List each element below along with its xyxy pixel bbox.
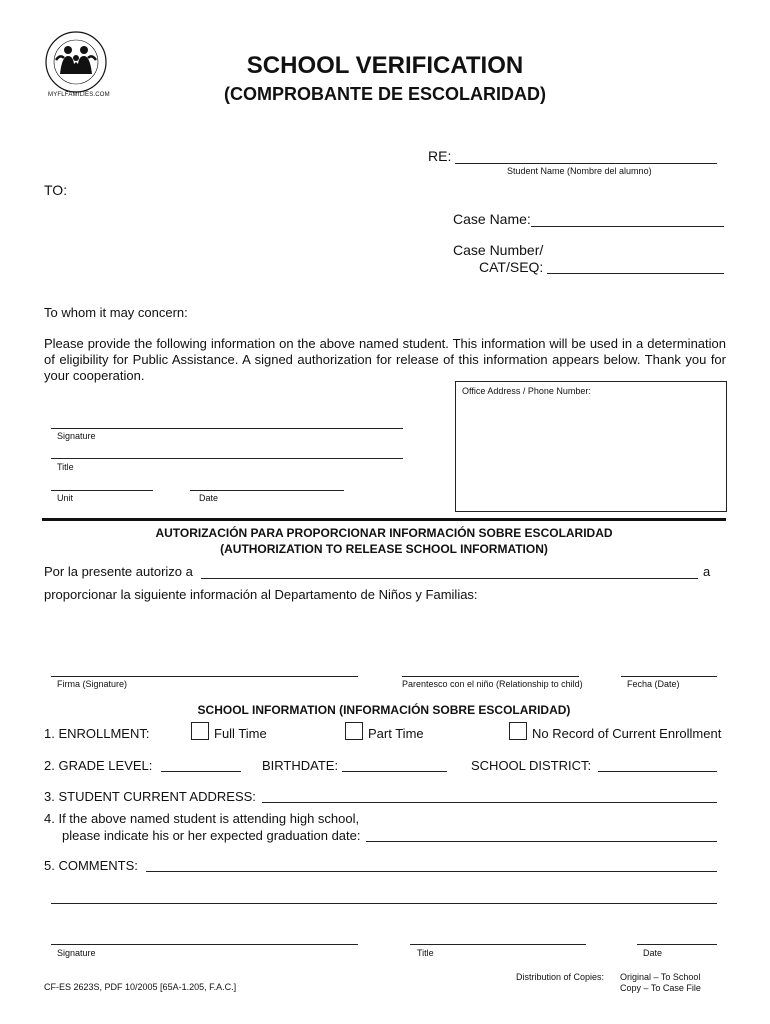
parentesco-line[interactable] <box>402 676 579 677</box>
date-line-2[interactable] <box>637 944 717 945</box>
signature-caption-1: Signature <box>57 431 96 441</box>
high-school-line1: 4. If the above named student is attending high school, <box>44 811 360 826</box>
birthdate-field[interactable] <box>342 771 447 772</box>
no-record-checkbox[interactable] <box>509 722 527 740</box>
case-name-label: Case Name: <box>453 211 531 227</box>
office-address-box[interactable] <box>455 381 727 512</box>
grade-level-label: 2. GRADE LEVEL: <box>44 758 153 773</box>
unit-caption: Unit <box>57 493 74 503</box>
re-label: RE: <box>428 148 452 164</box>
date-caption-2: Date <box>643 948 663 958</box>
address-label: 3. STUDENT CURRENT ADDRESS: <box>44 789 256 804</box>
full-time-label: Full Time <box>214 726 267 741</box>
high-school-line2: please indicate his or her expected graduation date: <box>62 828 361 843</box>
distribution-original: Original – To School <box>620 972 701 982</box>
case-number-field[interactable] <box>547 273 724 274</box>
authorize-line2: proporcionar la siguiente información al Departamento de Niños y Familias: <box>44 587 478 602</box>
authorize-prefix: Por la presente autorizo a <box>44 564 193 579</box>
fecha-caption: Fecha (Date) <box>627 679 680 689</box>
title-caption-1: Title <box>57 462 74 472</box>
full-time-checkbox[interactable] <box>191 722 209 740</box>
comments-field-2[interactable] <box>51 903 717 904</box>
school-info-heading: SCHOOL INFORMATION (INFORMACIÓN SOBRE ESCOLARIDAD) <box>197 703 571 717</box>
page-title: SCHOOL VERIFICATION <box>246 52 524 79</box>
firma-line[interactable] <box>51 676 358 677</box>
case-name-field[interactable] <box>531 226 724 227</box>
letter-body: Please provide the following information on the above named student. This information will be used in a determination of eligibility for Public Assistance. A signed authorization for release of this information appears below. Thank you for your cooperation. <box>44 336 726 383</box>
student-name-field[interactable] <box>455 163 717 164</box>
birthdate-label: BIRTHDATE: <box>262 758 339 773</box>
enrollment-label: 1. ENROLLMENT: <box>44 726 150 741</box>
case-number-label: Case Number/ <box>453 242 544 258</box>
student-name-caption: Student Name (Nombre del alumno) <box>507 166 652 176</box>
signature-caption-2: Signature <box>57 948 96 958</box>
salutation: To whom it may concern: <box>44 305 188 320</box>
to-label: TO: <box>44 182 68 198</box>
title-line-1[interactable] <box>51 458 403 459</box>
title-caption-2: Title <box>417 948 434 958</box>
signature-line-2[interactable] <box>51 944 358 945</box>
catseq-label: CAT/SEQ: <box>479 259 544 275</box>
fecha-line[interactable] <box>621 676 717 677</box>
authorize-name-field[interactable] <box>201 578 698 579</box>
unit-line[interactable] <box>51 490 153 491</box>
date-caption-1: Date <box>199 493 219 503</box>
comments-field-1[interactable] <box>146 871 717 872</box>
signature-line-1[interactable] <box>51 428 403 429</box>
authorization-heading-es: AUTORIZACIÓN PARA PROPORCIONAR INFORMACIÓN SOBRE ESCOLARIDAD <box>155 526 613 540</box>
part-time-label: Part Time <box>368 726 424 741</box>
parentesco-caption: Parentesco con el niño (Relationship to child) <box>402 679 583 689</box>
part-time-checkbox[interactable] <box>345 722 363 740</box>
logo-url: MYFLFAMILIES.COM <box>48 92 110 98</box>
school-district-field[interactable] <box>598 771 717 772</box>
date-line-1[interactable] <box>190 490 344 491</box>
title-line-2[interactable] <box>410 944 586 945</box>
grade-level-field[interactable] <box>161 771 241 772</box>
comments-label: 5. COMMENTS: <box>44 858 138 873</box>
graduation-date-field[interactable] <box>366 841 717 842</box>
page-subtitle: (COMPROBANTE DE ESCOLARIDAD) <box>224 84 546 104</box>
authorize-suffix: a <box>703 564 711 579</box>
authorization-heading-en: (AUTHORIZATION TO RELEASE SCHOOL INFORMATION) <box>220 542 548 556</box>
form-id: CF-ES 2623S, PDF 10/2005 [65A-1.205, F.A.C.] <box>44 982 237 992</box>
distribution-label: Distribution of Copies: <box>516 972 605 982</box>
office-box-label: Office Address / Phone Number: <box>462 386 591 396</box>
section-divider <box>42 518 726 521</box>
no-record-label: No Record of Current Enrollment <box>532 726 722 741</box>
distribution-copy: Copy – To Case File <box>620 983 701 993</box>
address-field[interactable] <box>262 802 717 803</box>
firma-caption: Firma (Signature) <box>57 679 128 689</box>
school-district-label: SCHOOL DISTRICT: <box>471 758 592 773</box>
